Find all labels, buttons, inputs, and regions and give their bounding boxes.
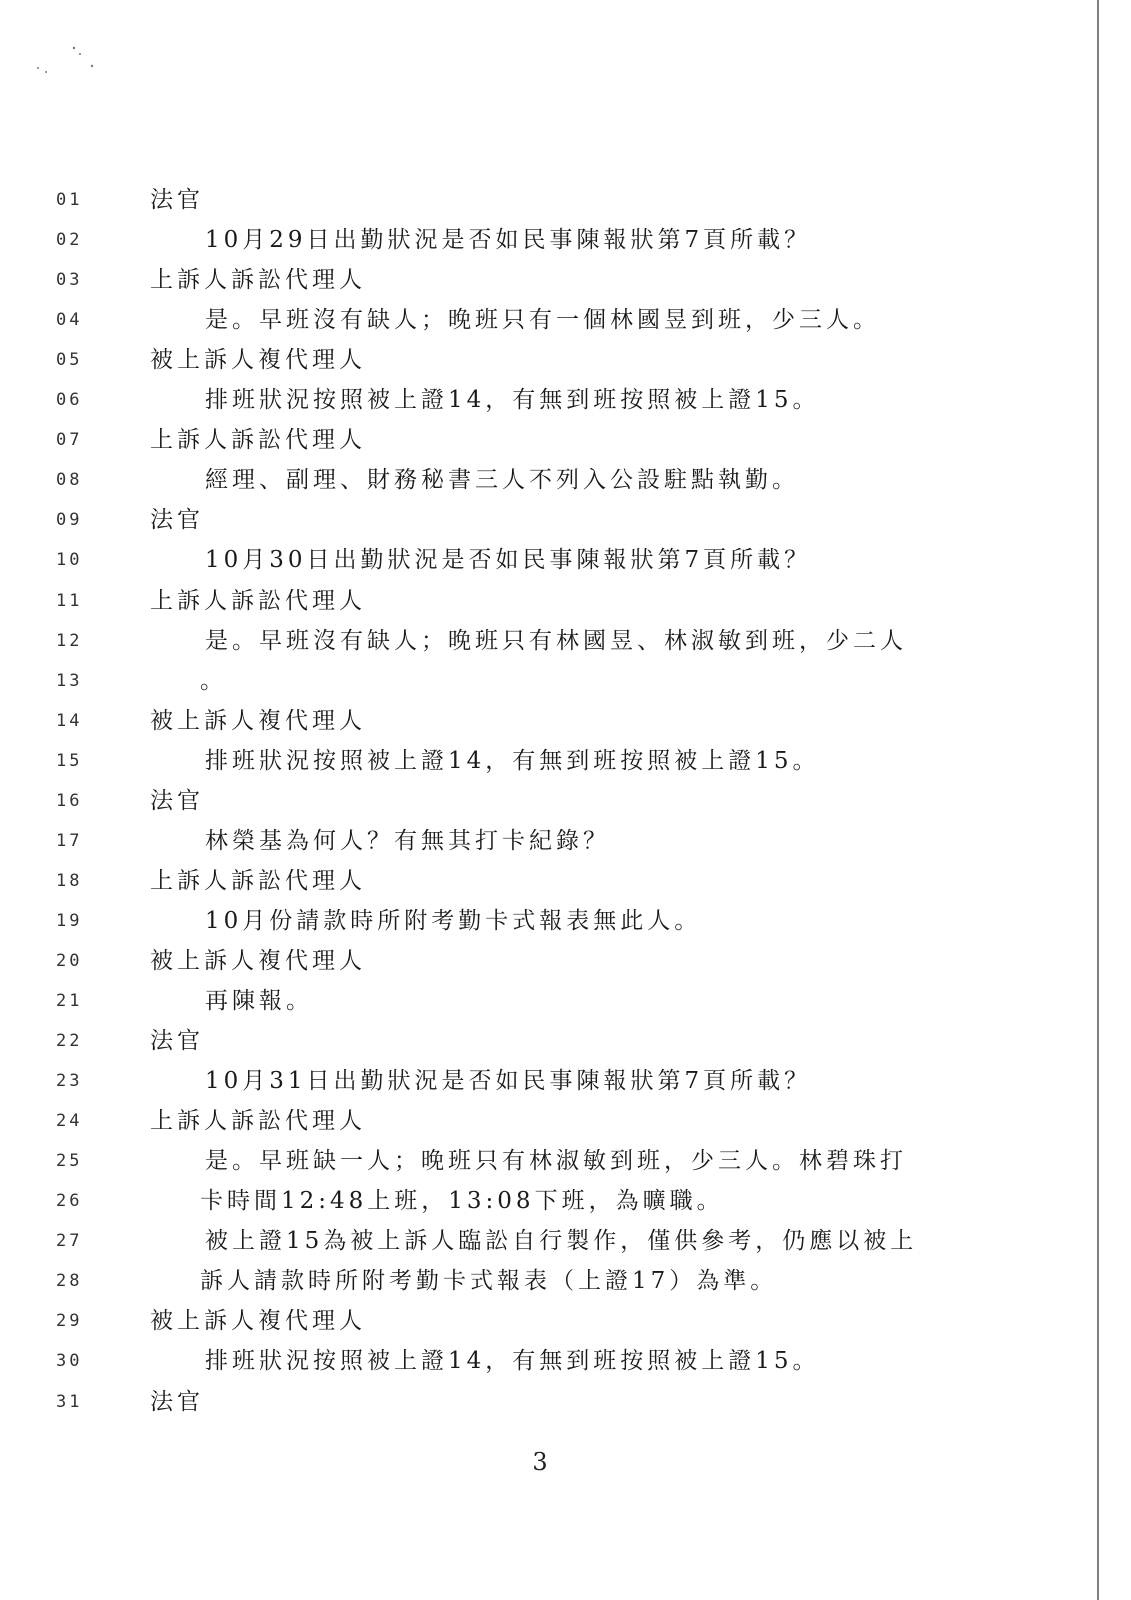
line-number: 21 [56, 991, 83, 1011]
transcript-line [0, 861, 1080, 901]
statement-text: 排班狀況按照被上證14，有無到班按照被上證15。 [205, 747, 820, 774]
line-number: 14 [56, 710, 83, 731]
line-number: 20 [56, 950, 83, 971]
speaker-label: 上訴人訴訟代理人 [150, 267, 366, 294]
transcript-line [0, 180, 1080, 220]
transcript-line [0, 1141, 1080, 1181]
line-number: 03 [56, 270, 83, 291]
transcript-line [0, 300, 1080, 340]
line-number: 26 [56, 1191, 83, 1212]
transcript-line [0, 1181, 1080, 1221]
transcript-line [0, 1221, 1080, 1261]
statement-text: 被上證15為被上訴人臨訟自行製作，僅供參考，仍應以被上 [205, 1228, 918, 1255]
line-number: 13 [56, 670, 83, 691]
transcript-line [0, 420, 1080, 460]
line-number: 31 [56, 1391, 83, 1412]
line-number: 15 [56, 750, 83, 771]
statement-text: 是。早班沒有缺人；晚班只有一個林國昱到班，少三人。 [205, 307, 880, 334]
line-number: 04 [56, 310, 83, 331]
line-number: 12 [56, 630, 83, 651]
transcript-line [0, 1101, 1080, 1141]
line-number: 30 [56, 1351, 83, 1372]
transcript-line [0, 220, 1080, 260]
page-number: 3 [532, 1448, 548, 1476]
line-number: 27 [56, 1231, 83, 1252]
line-number: 06 [56, 390, 83, 411]
scan-edge-line [1097, 0, 1099, 1600]
transcript-line [0, 701, 1080, 741]
transcript-line [0, 1061, 1080, 1101]
statement-text: 經理、副理、財務秘書三人不列入公設駐點執勤。 [205, 467, 799, 494]
statement-text: 排班狀況按照被上證14，有無到班按照被上證15。 [205, 387, 820, 414]
speaker-label: 被上訴人複代理人 [150, 947, 366, 974]
line-number: 08 [56, 470, 83, 491]
line-number: 17 [56, 830, 83, 851]
statement-text: 10月29日出勤狀況是否如民事陳報狀第7頁所載？ [205, 227, 812, 254]
transcript-line [0, 981, 1080, 1021]
transcript-line [0, 741, 1080, 781]
statement-text: 再陳報。 [205, 988, 313, 1014]
line-number: 09 [56, 510, 83, 531]
line-number: 22 [56, 1031, 83, 1052]
line-number: 01 [56, 190, 83, 210]
transcript-line [0, 581, 1080, 621]
statement-text: 卡時間12:48上班，13:08下班，為曠職。 [200, 1188, 724, 1215]
transcript-line [0, 901, 1080, 941]
speaker-label: 法官 [150, 787, 204, 814]
line-number: 18 [56, 870, 83, 891]
scan-artifact-dots [30, 40, 110, 80]
line-number: 07 [56, 430, 83, 451]
speaker-label: 法官 [150, 1388, 204, 1415]
speaker-label: 被上訴人複代理人 [150, 347, 366, 374]
line-number: 16 [56, 790, 83, 811]
line-number: 28 [56, 1271, 83, 1292]
speaker-label: 上訴人訴訟代理人 [150, 1108, 366, 1135]
transcript-line [0, 821, 1080, 861]
line-number: 19 [56, 910, 83, 931]
line-number: 23 [56, 1071, 83, 1092]
statement-text: 排班狀況按照被上證14，有無到班按照被上證15。 [205, 1348, 820, 1375]
speaker-label: 法官 [150, 507, 204, 534]
transcript-line [0, 1301, 1080, 1341]
speaker-label: 法官 [150, 187, 204, 213]
statement-text: 是。早班沒有缺人；晚班只有林國昱、林淑敏到班，少二人 [205, 627, 907, 654]
transcript-line [0, 460, 1080, 500]
line-number: 10 [56, 550, 83, 571]
transcript-line [0, 1261, 1080, 1301]
transcript-line [0, 781, 1080, 821]
transcript-line [0, 621, 1080, 661]
line-number: 05 [56, 350, 83, 371]
speaker-label: 上訴人訴訟代理人 [150, 867, 366, 894]
transcript-line [0, 260, 1080, 300]
statement-text: 是。早班缺一人；晚班只有林淑敏到班，少三人。林碧珠打 [205, 1148, 907, 1175]
speaker-label: 被上訴人複代理人 [150, 707, 366, 734]
transcript-line [0, 661, 1080, 701]
transcript-line [0, 540, 1080, 580]
line-number: 24 [56, 1111, 83, 1132]
speaker-label: 上訴人訴訟代理人 [150, 587, 366, 614]
transcript-line [0, 500, 1080, 540]
line-number: 11 [56, 590, 83, 611]
line-number: 02 [56, 230, 83, 251]
transcript-line [0, 340, 1080, 380]
transcript-line [0, 941, 1080, 981]
transcript-line [0, 1021, 1080, 1061]
line-number: 25 [56, 1151, 83, 1172]
speaker-label: 被上訴人複代理人 [150, 1308, 366, 1335]
speaker-label: 上訴人訴訟代理人 [150, 427, 366, 454]
transcript-line [0, 1382, 1080, 1422]
statement-text: 林榮基為何人？有無其打卡紀錄？ [205, 827, 610, 854]
line-number: 29 [56, 1311, 83, 1332]
transcript-line [0, 1341, 1080, 1381]
statement-text: 10月30日出勤狀況是否如民事陳報狀第7頁所載？ [205, 547, 812, 574]
statement-text: 。 [200, 667, 227, 694]
transcript-line [0, 380, 1080, 420]
statement-text: 10月31日出勤狀況是否如民事陳報狀第7頁所載？ [205, 1068, 812, 1095]
statement-text: 訴人請款時所附考勤卡式報表（上證17）為準。 [200, 1268, 778, 1295]
statement-text: 10月份請款時所附考勤卡式報表無此人。 [205, 907, 702, 934]
speaker-label: 法官 [150, 1028, 204, 1055]
